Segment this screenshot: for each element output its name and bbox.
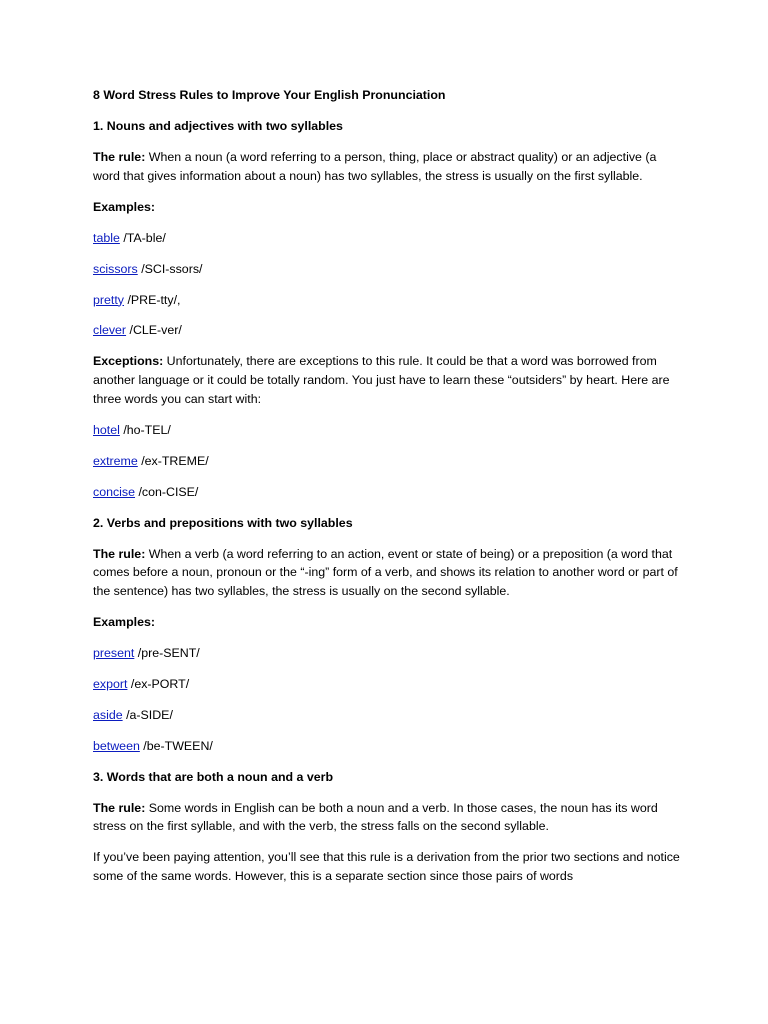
document-page <box>93 86 683 898</box>
example-item <box>93 452 683 471</box>
rule-label: The rule: <box>93 149 146 164</box>
stress-pattern: /a-SIDE/ <box>122 707 173 722</box>
stress-pattern: /TA-ble/ <box>119 230 166 245</box>
section-1-examples-label: Examples: <box>93 199 155 214</box>
section-2-heading: 2. Verbs and prepositions with two syllables <box>93 515 353 530</box>
stress-pattern: /con-CISE/ <box>135 484 199 499</box>
stress-pattern: /pre-SENT/ <box>134 645 200 660</box>
example-item <box>93 706 683 725</box>
example-link-pretty[interactable]: pretty <box>93 292 124 307</box>
stress-pattern: /CLE-ver/ <box>126 323 182 338</box>
example-link-scissors[interactable]: scissors <box>93 261 138 276</box>
section-1-rule <box>93 148 683 185</box>
example-item <box>93 421 683 440</box>
example-link-extreme[interactable]: extreme <box>93 453 138 468</box>
rule-text: When a verb (a word referring to an action, event or state of being) or a preposition (a word that comes before a noun, pronoun or the “-ing” form of a verb, and shows its relation to another word or part of the sentence) has two syllables, the stress is usually on the second syllable. <box>93 546 678 598</box>
section-2-examples-label: Examples: <box>93 614 155 629</box>
exceptions-label: Exceptions: <box>93 354 164 369</box>
example-link-table[interactable]: table <box>93 230 120 245</box>
stress-pattern: /ho-TEL/ <box>119 422 171 437</box>
rule-label: The rule: <box>93 800 146 815</box>
stress-pattern: /SCI-ssors/ <box>137 261 203 276</box>
section-2-rule <box>93 545 683 601</box>
rule-text: When a noun (a word referring to a person, thing, place or abstract quality) or an adjective (a word that gives information about a noun) has two syllables, the stress is usually on the first syllable. <box>93 149 657 183</box>
example-item <box>93 675 683 694</box>
section-3-rule <box>93 799 683 836</box>
section-3-heading: 3. Words that are both a noun and a verb <box>93 769 334 784</box>
example-item <box>93 291 683 310</box>
stress-pattern: /ex-TREME/ <box>137 453 209 468</box>
stress-pattern: /be-TWEEN/ <box>139 738 213 753</box>
example-item <box>93 321 683 340</box>
section-1-heading: 1. Nouns and adjectives with two syllables <box>93 118 343 133</box>
example-link-present[interactable]: present <box>93 645 135 660</box>
exceptions-text: Unfortunately, there are exceptions to this rule. It could be that a word was borrowed from another language or it could be totally random. You just have to learn these “outsiders” by heart. Here are three words you can start with: <box>93 354 670 406</box>
rule-label: The rule: <box>93 546 146 561</box>
example-item <box>93 229 683 248</box>
example-link-between[interactable]: between <box>93 738 140 753</box>
document-title: 8 Word Stress Rules to Improve Your English Pronunciation <box>93 88 446 102</box>
example-item <box>93 483 683 502</box>
example-link-export[interactable]: export <box>93 676 128 691</box>
stress-pattern: /ex-PORT/ <box>127 676 190 691</box>
section-3-paragraph: If you’ve been paying attention, you’ll see that this rule is a derivation from the prior two sections and notice some of the same words. However, this is a separate section since those pairs of words <box>93 850 680 883</box>
example-link-aside[interactable]: aside <box>93 707 123 722</box>
example-item <box>93 260 683 279</box>
rule-text: Some words in English can be both a noun and a verb. In those cases, the noun has its word stress on the first syllable, and with the verb, the stress falls on the second syllable. <box>93 800 658 834</box>
example-item <box>93 737 683 756</box>
example-link-concise[interactable]: concise <box>93 484 136 499</box>
section-1-exceptions <box>93 352 683 408</box>
example-link-hotel[interactable]: hotel <box>93 422 120 437</box>
stress-pattern: /PRE-tty/, <box>124 292 181 307</box>
example-link-clever[interactable]: clever <box>93 323 127 338</box>
example-item <box>93 644 683 663</box>
